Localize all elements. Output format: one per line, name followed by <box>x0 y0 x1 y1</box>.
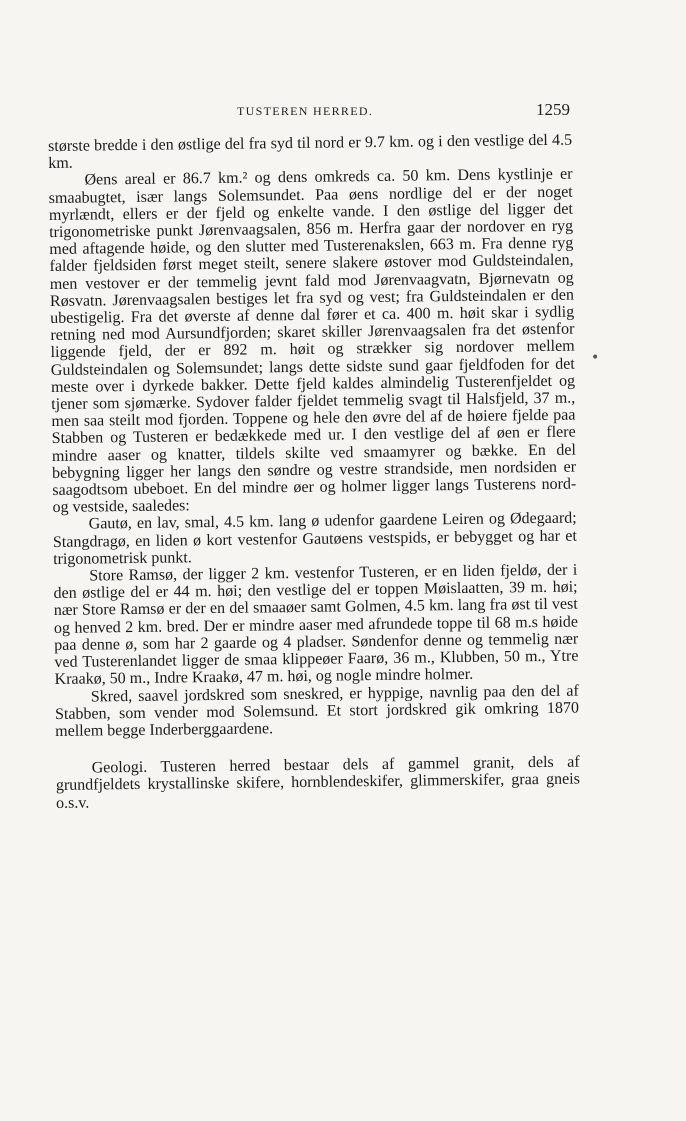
page-number: 1259 <box>536 100 570 119</box>
body-text <box>48 132 580 812</box>
paragraph-1: største bredde i den østlige del fra syd til nord er 9.7 km. og i den vestlige del 4.5 km. <box>48 131 573 173</box>
paragraph-4: Store Ramsø, der ligger 2 km. vestenfor Tusteren, er en liden fjeldø, der i den østlige del er 44 m. høi; den vestlige del er toppen Møislaatten, 39 m. høi; nær Store Ramsø er der en del smaaøer samt Golmen, 4.5 km. lang fra øst til vest og henved 2 km. bred. Der er mindre aaser med afrundede toppe til 68 m.s høide paa denne ø, som har 2 gaarde og 4 pladser. Søndenfor denne og temmelig nær ved Tusterenlandet ligger de smaa klippeøer Faarø, 36 m., Klubben, 50 m., Ytre Kraakø, 50 m., Indre Kraakø, 47 m. høi, og nogle mindre holmer. <box>53 561 579 689</box>
paragraph-5: Skred, saavel jordskred som sneskred, er hyppige, navnlig paa den del af Stabben, som vender mod Solemsund. Et stort jordskred gik omkring 1870 mellem begge Inderberggaardene. <box>54 682 580 740</box>
margin-mark: • <box>591 350 600 366</box>
paragraph-2: Øens areal er 86.7 km.² og dens omkreds ca. 50 km. Dens kystlinje er smaabugtet, især langs Solemsundet. Paa øens nordlige del er der noget myrlændt, ellers er der fjeld og enkelte vande. I den østlige del ligger det trigonometriske punkt Jørenvaagsalen, 856 m. Herfra gaar der nordover en ryg med aftagende høide, og den slutter med Tusterenakslen, 663 m. Fra denne ryg falder fjeldsiden først meget steilt, senere slakere østover mod Guldsteindalen, men vestover er der temmelig jevnt fald mod Jørenvaagvatn, Bjørnevatn og Røsvatn. Jørenvaagsalen bestiges let fra syd og vest; fra Guldsteindalen er den ubestigelig. Fra det øverste af denne dal fører et ca. 400 m. høit skar i sydlig retning ned mod Aursundfjorden; skaret skiller Jørenvaagsalen fra det østenfor liggende fjeld, der er 892 m. høit og strækker sig nordover mellem Guldsteindalen og Solemsundet; langs dette sidste sund gaar fjeldfoden for det meste over i dyrkede bakker. Dette fjeld kaldes almindelig Tusterenfjeldet og tjener som sjømærke. Sydover falder fjeldet temmelig svagt til Halsfjeld, 37 m., men saa steilt mod fjorden. Toppene og hele den øvre del af de høiere fjelde paa Stabben og Tusteren er bedækkede med ur. I den vestlige del af øen er flere mindre aaser og knatter, tildels skilte ved smaamyrer og bække. En del bebygning ligger her langs den søndre og vestre strandside, men nordsiden er saagodtsom ubeboet. En del mindre øer og holmer ligger langs Tusterens nord- og vestside, saaledes: <box>48 166 577 517</box>
paragraph-geologi: Geologi. Tusteren herred bestaar dels af gammel granit, dels af grundfjeldets krystallinske skifere, hornblendeskifer, glimmerskifer, graa gneis o.s.v. <box>55 753 580 812</box>
header-title: TUSTEREN HERRED. <box>237 104 374 118</box>
paragraph-3: Gautø, en lav, smal, 4.5 km. lang ø udenfor gaardene Leiren og Ødegaard; Stangdragø, en liden ø kort vestenfor Gautøens vestspids, er bebygget og har et trigonometrisk punkt. <box>52 510 578 568</box>
running-header <box>0 100 686 126</box>
